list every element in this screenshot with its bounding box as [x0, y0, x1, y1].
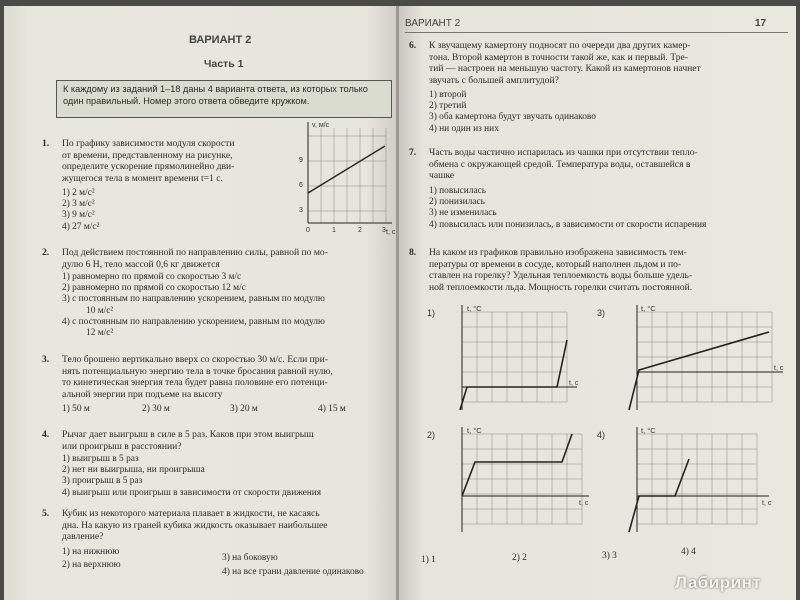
q2-option-4-cont: 12 м/с²	[86, 328, 114, 339]
q4-number: 4.	[42, 429, 50, 440]
q5-option-2[interactable]: 2) на верхнюю	[62, 560, 121, 570]
q1-options	[62, 188, 99, 233]
q5-options	[62, 547, 397, 587]
q7-option-4[interactable]: 4) повысилась или понизилась, в зависимости от скорости испарения	[429, 219, 707, 230]
q2-number: 2.	[42, 247, 50, 258]
q2-text: Под действием постоянной по направлению силы, равной по мо- дулю 6 Н, тело массой 0,6 кг движется	[62, 247, 328, 270]
q8-graph-3-curve	[629, 332, 769, 410]
q1-graph-xlabel: t, с	[386, 229, 396, 236]
q8-graph-1-ylabel: t, °C	[467, 304, 482, 313]
q5-option-4[interactable]: 4) на все грани давление одинаково	[222, 567, 364, 577]
q1-graph-ylabel: v, м/с	[312, 122, 330, 129]
q6-option-1[interactable]: 1) второй	[429, 90, 467, 100]
q8-graph-1-label: 1)	[427, 308, 436, 318]
q1-ytick-6: 6	[299, 182, 303, 189]
q5-text: Кубик из некоторого материала плавает в жидкости, не касаясь дна. На какую из граней кубика жидкость оказывает наибольшее давление?	[62, 508, 328, 543]
q4-option-1[interactable]: 1) выигрыш в 5 раз	[62, 454, 139, 464]
q1-option-3[interactable]: 3) 9 м/с²	[62, 210, 95, 221]
q7-number: 7.	[409, 147, 417, 158]
q7-option-3[interactable]: 3) не изменилась	[429, 208, 497, 219]
q2-options	[62, 272, 397, 339]
q8-graph-2-label: 2)	[427, 430, 436, 440]
q4-option-3[interactable]: 3) проигрыш в 5 раз	[62, 476, 143, 487]
q8-option-4[interactable]: 4) 4	[681, 547, 696, 557]
q6-option-2[interactable]: 2) третий	[429, 101, 467, 112]
q8-number: 8.	[409, 247, 417, 258]
q6-option-4[interactable]: 4) ни один из них	[429, 123, 499, 134]
q1-option-1[interactable]: 1) 2 м/с²	[62, 188, 95, 198]
q2-option-3-cont: 10 м/с²	[86, 305, 114, 316]
q5-option-3[interactable]: 3) на боковую	[222, 553, 278, 563]
q8-graph-2-xlabel: t, с	[579, 500, 589, 507]
q1-xtick-2: 2	[358, 227, 362, 234]
q8-graph-4-ylabel: t, °C	[641, 426, 656, 435]
q1-ytick-9: 9	[299, 157, 303, 164]
q2-option-1[interactable]: 1) равномерно по прямой со скоростью 3 м/с	[62, 272, 242, 282]
right-page	[399, 6, 796, 600]
q4-text: Рычаг дает выигрыш в силе в 5 раз. Каков при этом выигрыш или проигрыш в расстоянии?	[62, 429, 314, 452]
q7-text: Часть воды частично испарилась из чашки при отсутствии тепло- обмена с окружающей средой. Температура воды, оставшейся в чашке	[429, 147, 698, 182]
q8-text: На каком из графиков правильно изображена зависимость тем- пературы от времени в сосуде, который наполнен льдом и по- ставлен на горелку? Удельная теплоемкость воды больше удель- ной теплоемкости льда. Мощность горелки считать постоянной.	[429, 247, 693, 293]
q8-graph-3-xlabel: t, с	[774, 365, 784, 372]
q3-option-1[interactable]: 1) 50 м	[62, 404, 90, 414]
q1-velocity-graph	[286, 118, 397, 238]
q1-xtick-0: 0	[306, 227, 310, 234]
q8-graph-2-ylabel: t, °C	[467, 426, 482, 435]
q8-option-2[interactable]: 2) 2	[512, 553, 527, 563]
q8-graph-3-ylabel: t, °C	[641, 304, 656, 313]
q8-graph-4-label: 4)	[597, 430, 606, 440]
labirint-watermark: Лабиринт	[675, 573, 762, 592]
q6-text: К звучащему камертону подносят по очереди два других камер- тона. Второй камертон в точности такой же, как и первый. Тре- тий — настроен на меньшую частоту. Какой из камертонов начнет звучать с большей амплитудой?	[429, 40, 701, 86]
q8-graph-4	[597, 424, 787, 536]
header-variant: ВАРИАНТ 2	[405, 18, 461, 29]
q8-graph-2	[427, 424, 597, 536]
q2-option-4[interactable]: 4) с постоянным по направлению ускорением, равным по модулю	[62, 316, 325, 327]
header-rule	[405, 32, 788, 33]
q8-graph-1-curve	[460, 340, 567, 410]
q1-xtick-1: 1	[332, 227, 336, 234]
q4-option-4[interactable]: 4) выигрыш или проигрыш в зависимости от скорости движения	[62, 487, 322, 498]
variant-title: ВАРИАНТ 2	[189, 34, 252, 46]
q1-xtick-3: 3	[382, 227, 386, 234]
q1-number: 1.	[42, 138, 50, 149]
q1-option-4[interactable]: 4) 27 м/с²	[62, 221, 100, 232]
q7-options	[429, 186, 794, 231]
q7-option-1[interactable]: 1) повысилась	[429, 186, 487, 196]
q3-number: 3.	[42, 354, 50, 365]
q1-text: По графику зависимости модуля скорости от времени, представленному на рисунке, определите ускорение прямолинейно дви- жущегося тела в момент времени t=1 с.	[62, 138, 235, 184]
q8-option-1[interactable]: 1) 1	[421, 555, 436, 565]
q6-option-3[interactable]: 3) оба камертона будут звучать одинаково	[429, 112, 596, 123]
q8-graph-2-curve	[462, 434, 572, 496]
q7-option-2[interactable]: 2) понизилась	[429, 197, 485, 208]
q3-option-2[interactable]: 2) 30 м	[142, 404, 170, 414]
q8-graph-1-xlabel: t, с	[569, 380, 579, 387]
part-title: Часть 1	[204, 58, 244, 70]
q6-options	[429, 90, 596, 135]
q3-option-4[interactable]: 4) 15 м	[318, 404, 346, 414]
q3-text: Тело брошено вертикально вверх со скоростью 30 м/с. Если при- нять потенциальную энергию тела в точке бросания равной нулю, то кинетическая энергия тела будет равна половине его потенци- альной энергии при подъеме на высоту	[62, 354, 333, 400]
q5-option-1[interactable]: 1) на нижнюю	[62, 547, 120, 557]
left-page	[4, 6, 397, 600]
q3-options	[62, 404, 397, 415]
q8-graph-1	[427, 302, 587, 412]
q8-graph-3	[597, 302, 787, 412]
q8-graph-3-label: 3)	[597, 308, 606, 318]
page-number: 17	[755, 18, 767, 29]
q1-option-2[interactable]: 2) 3 м/с²	[62, 199, 95, 210]
instruction-box: К каждому из заданий 1–18 даны 4 варианта ответа, из которых только один правильный. Номер этого ответа обведите кружком.	[56, 80, 392, 118]
q4-option-2[interactable]: 2) нет ни выигрыша, ни проигрыша	[62, 465, 205, 476]
q6-number: 6.	[409, 40, 417, 51]
q5-number: 5.	[42, 508, 50, 519]
q3-option-3[interactable]: 3) 20 м	[230, 404, 258, 414]
q2-option-3[interactable]: 3) с постоянным по направлению ускорением, равным по модулю	[62, 294, 325, 305]
q2-option-2[interactable]: 2) равномерно по прямой со скоростью 12 м/с	[62, 283, 246, 294]
q1-ytick-3: 3	[299, 207, 303, 214]
q8-graph-4-xlabel: t, с	[762, 500, 772, 507]
q8-option-3[interactable]: 3) 3	[602, 551, 617, 561]
q4-options	[62, 454, 397, 499]
